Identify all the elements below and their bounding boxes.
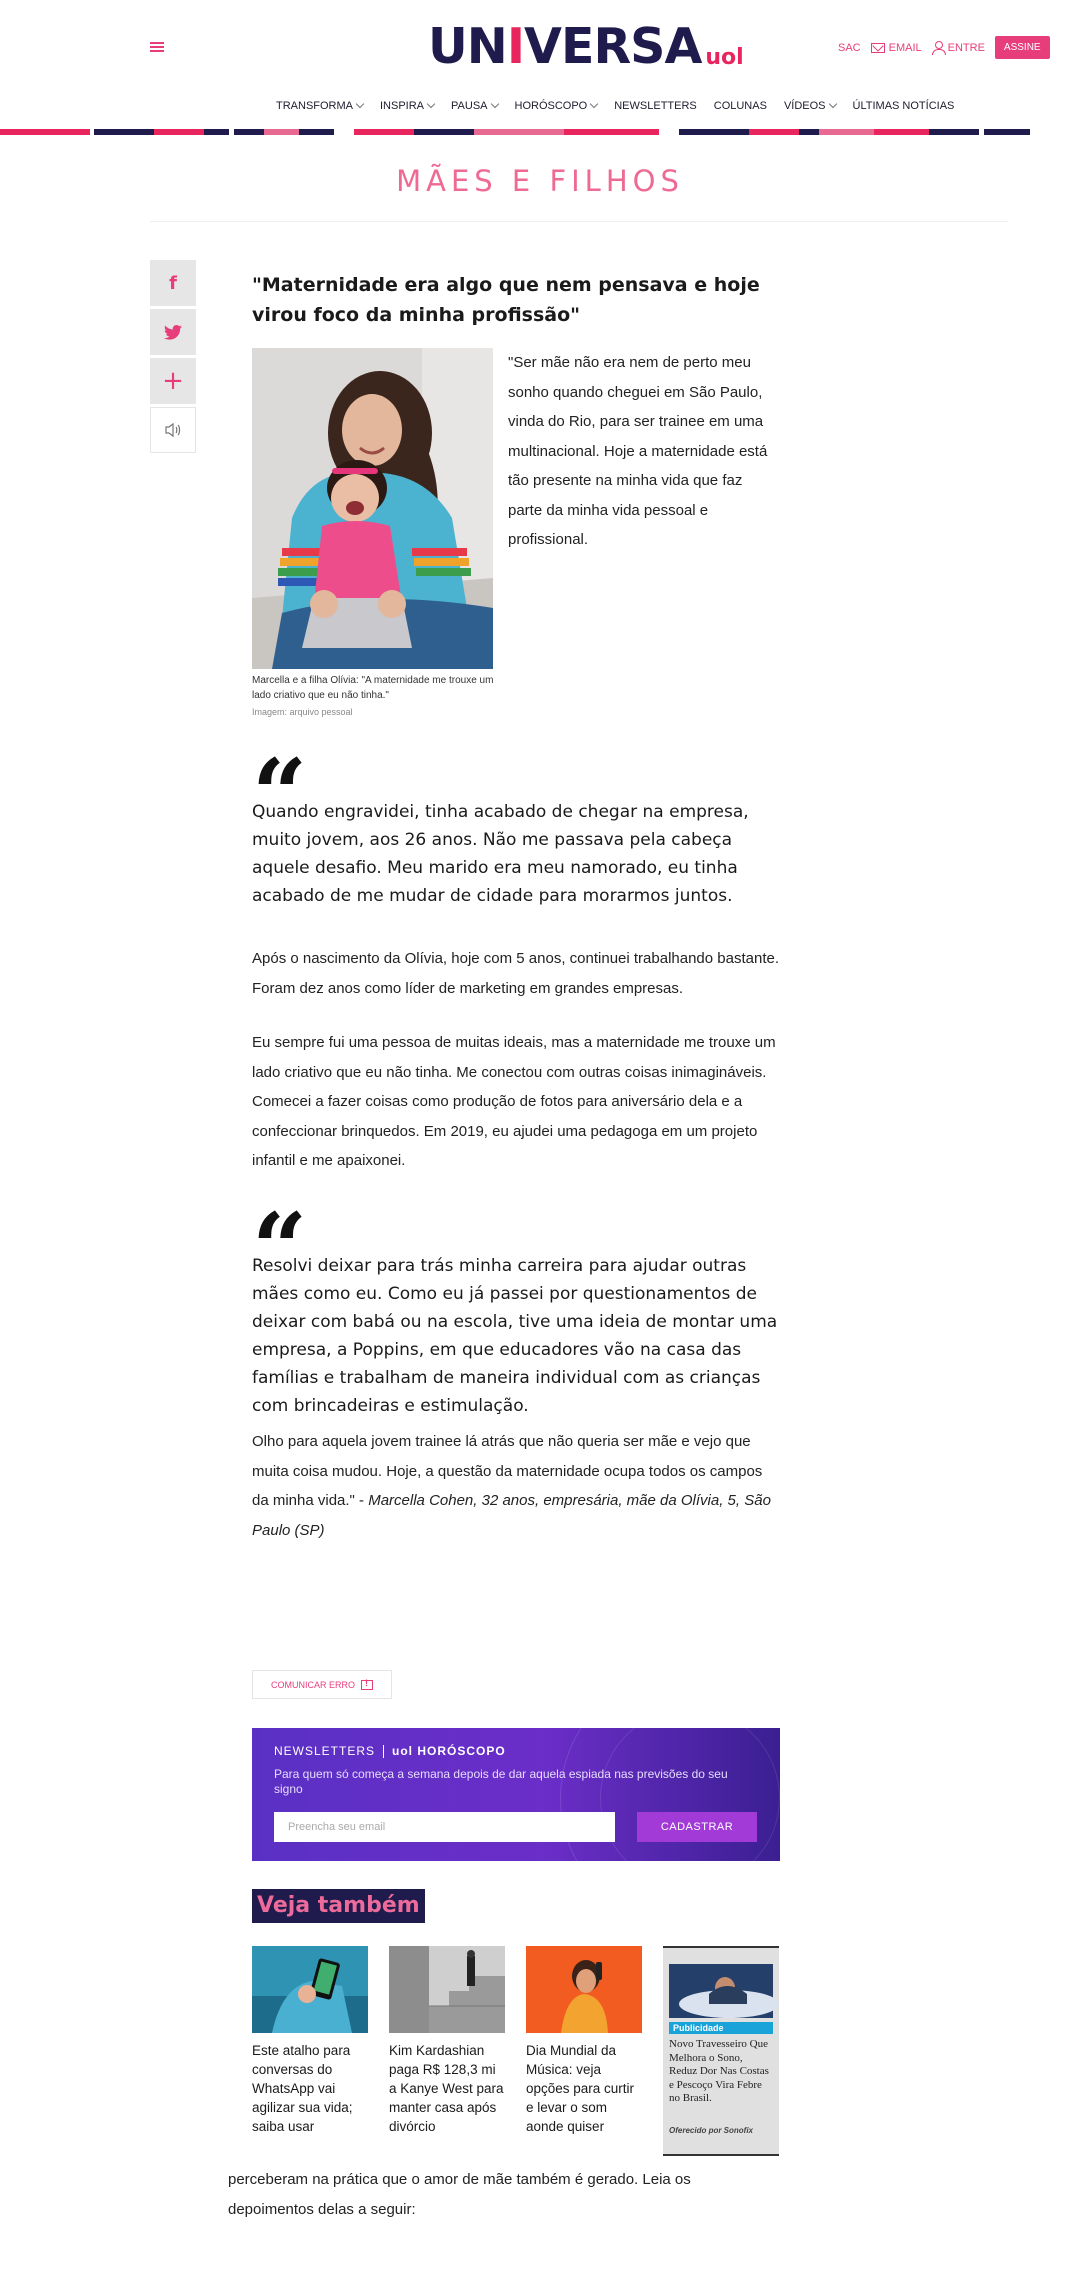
card-thumbnail <box>526 1946 642 2033</box>
article-paragraph: Eu sempre fui uma pessoa de muitas ideais, mas a maternidade me trouxe um lado criativo que eu não tinha. Me conectou com outras coisas inimagináveis. Comecei a fazer coisas como produção de fotos para aniversário dela e a confeccionar brinquedos. Em 2019, eu ajudei uma pedagoga em um projeto infantil e me apaixonei. <box>252 1034 776 1169</box>
related-card[interactable] <box>252 1946 368 2156</box>
photo-caption: Marcella e a filha Olívia: "A maternidade me trouxe um lado criativo que eu não tinha." <box>252 675 494 701</box>
article-paragraph: Após o nascimento da Olívia, hoje com 5 anos, continuei trabalhando bastante. Foram dez anos como líder de marketing em grandes empresas. <box>252 950 779 997</box>
nav-label: HORÓSCOPO <box>514 100 588 112</box>
mail-icon <box>871 43 885 53</box>
photo-credit: Imagem: arquivo pessoal <box>252 707 353 717</box>
ad-sponsor: Oferecido por Sonofix <box>669 2126 754 2135</box>
quote-icon: “ <box>252 738 308 851</box>
nav-item-transforma[interactable] <box>276 100 363 112</box>
article-continuation: perceberam na prática que o amor de mãe também é gerado. Leia os depoimentos delas a seguir: <box>228 2171 691 2218</box>
nav-item-newsletters[interactable] <box>614 100 697 112</box>
main-nav <box>276 100 954 112</box>
nav-item-pausa[interactable] <box>451 100 497 112</box>
decorative-stripe <box>0 129 1080 135</box>
zodiac-wheel-decoration <box>600 1708 780 1888</box>
nav-label: TRANSFORMA <box>276 100 353 112</box>
report-icon <box>361 1680 373 1690</box>
login-link[interactable] <box>932 41 985 54</box>
email-link[interactable] <box>871 42 922 54</box>
nav-label: ÚLTIMAS NOTÍCIAS <box>852 100 955 112</box>
login-label: ENTRE <box>947 41 985 54</box>
ad-thumbnail <box>669 1964 773 2018</box>
card-thumbnail <box>252 1946 368 2033</box>
report-error-button[interactable] <box>252 1670 392 1699</box>
nav-label: NEWSLETTERS <box>614 100 697 112</box>
email-label: EMAIL <box>888 41 922 54</box>
newsletter-description: Para quem só começa a semana depois de dar aquela espiada nas previsões do seu signo <box>274 1767 728 1796</box>
chevron-down-icon <box>828 100 836 108</box>
nav-item-colunas[interactable] <box>714 100 767 112</box>
ad-badge: Publicidade <box>669 2022 773 2034</box>
chevron-down-icon <box>490 100 498 108</box>
nav-item-inspira[interactable] <box>380 100 434 112</box>
menu-icon[interactable] <box>150 42 164 52</box>
nav-item-ultimas[interactable] <box>853 100 955 112</box>
user-icon <box>932 41 944 54</box>
card-title: Dia Mundial da Música: veja opções para curtir e levar o som aonde quiser <box>526 2043 635 2134</box>
nav-item-horoscopo[interactable] <box>515 100 598 112</box>
card-title: Este atalho para conversas do WhatsApp vai agilizar sua vida; saiba usar <box>252 2043 353 2134</box>
logo-wordmark: UNIVERSA <box>428 18 702 75</box>
facebook-icon: f <box>169 272 177 294</box>
share-twitter-button[interactable] <box>150 309 196 355</box>
share-bar <box>150 260 196 456</box>
sac-link[interactable]: SAC <box>838 41 861 54</box>
divider <box>383 1745 384 1758</box>
article-headline: "Maternidade era algo que nem pensava e hoje virou foco da minha profissão" <box>252 274 760 326</box>
nav-label: COLUNAS <box>713 100 767 112</box>
plus-icon: + <box>162 366 184 396</box>
card-title: Kim Kardashian paga R$ 128,3 mi a Kanye West para manter casa após divórcio <box>389 2043 504 2134</box>
newsletter-signup <box>252 1728 780 1861</box>
listen-button[interactable] <box>150 407 196 453</box>
site-header <box>0 0 1080 112</box>
article-intro: "Ser mãe não era nem de perto meu sonho quando cheguei em São Paulo, vinda do Rio, para ser trainee em uma multinacional. Hoje a maternidade está tão presente na minha vida que faz parte da minha vida pessoal e profissional. <box>508 354 768 548</box>
chevron-down-icon <box>590 100 598 108</box>
divider <box>150 221 1008 222</box>
newsletter-submit-button[interactable]: CADASTRAR <box>637 1812 757 1842</box>
article-photo[interactable] <box>252 348 493 669</box>
logo-uol: uol <box>705 45 744 70</box>
article-paragraph <box>252 1427 780 1545</box>
mother-daughter-photo <box>252 348 493 669</box>
twitter-icon <box>164 325 182 340</box>
author-signature: Marcella Cohen, 32 anos, empresária, mãe da Olívia, 5, São Paulo (SP) <box>252 1492 771 1539</box>
related-title: Veja também <box>252 1889 425 1923</box>
pull-quote: Quando engravidei, tinha acabado de chegar na empresa, muito jovem, aos 26 anos. Não me passava pela cabeça aquele desafio. Meu marido era meu namorado, eu tinha acabado de me mudar de cidade para morarmos juntos. <box>252 802 749 906</box>
chevron-down-icon <box>356 100 364 108</box>
nav-label: INSPIRA <box>380 100 425 112</box>
related-card[interactable] <box>389 1946 505 2156</box>
share-facebook-button[interactable] <box>150 260 196 306</box>
card-thumbnail <box>389 1946 505 2033</box>
header-actions <box>838 36 1050 59</box>
sponsored-ad[interactable] <box>663 1946 779 2156</box>
section-title[interactable]: MÃES E FILHOS <box>396 164 684 198</box>
nav-item-videos[interactable] <box>784 100 836 112</box>
newsletter-header <box>274 1744 506 1758</box>
newsletter-brand: uol HORÓSCOPO <box>392 1744 506 1758</box>
related-card[interactable] <box>526 1946 642 2156</box>
report-error-label: COMUNICAR ERRO <box>270 1679 355 1690</box>
site-logo[interactable] <box>428 18 744 75</box>
quote-icon: “ <box>252 1192 308 1305</box>
related-cards <box>252 1946 780 2156</box>
newsletter-label: NEWSLETTERS <box>274 1744 376 1758</box>
subscribe-button[interactable]: ASSINE <box>995 36 1050 59</box>
share-more-button[interactable] <box>150 358 196 404</box>
nav-label: VÍDEOS <box>783 100 826 112</box>
speaker-icon <box>164 422 182 438</box>
newsletter-email-input[interactable] <box>274 1812 615 1842</box>
pull-quote: Resolvi deixar para trás minha carreira para ajudar outras mães como eu. Como eu já passei por questionamentos de deixar com babá ou na escola, tive uma ideia de montar uma empresa, a Poppins, em que educadores vão na casa das famílias e trabalham de maneira individual com as crianças com brincadeiras e estimulação. <box>252 1256 778 1416</box>
ad-title: Novo Travesseiro Que Melhora o Sono, Reduz Dor Nas Costas e Pescoço Vira Febre no Brasil. <box>669 2038 769 2104</box>
nav-label: PAUSA <box>451 100 488 112</box>
paragraph-text: Olho para aquela jovem trainee lá atrás que não queria ser mãe e vejo que muita coisa mudou. Hoje, a questão da maternidade ocupa todos os campos da minha vida." - <box>252 1433 763 1509</box>
chevron-down-icon <box>427 100 435 108</box>
